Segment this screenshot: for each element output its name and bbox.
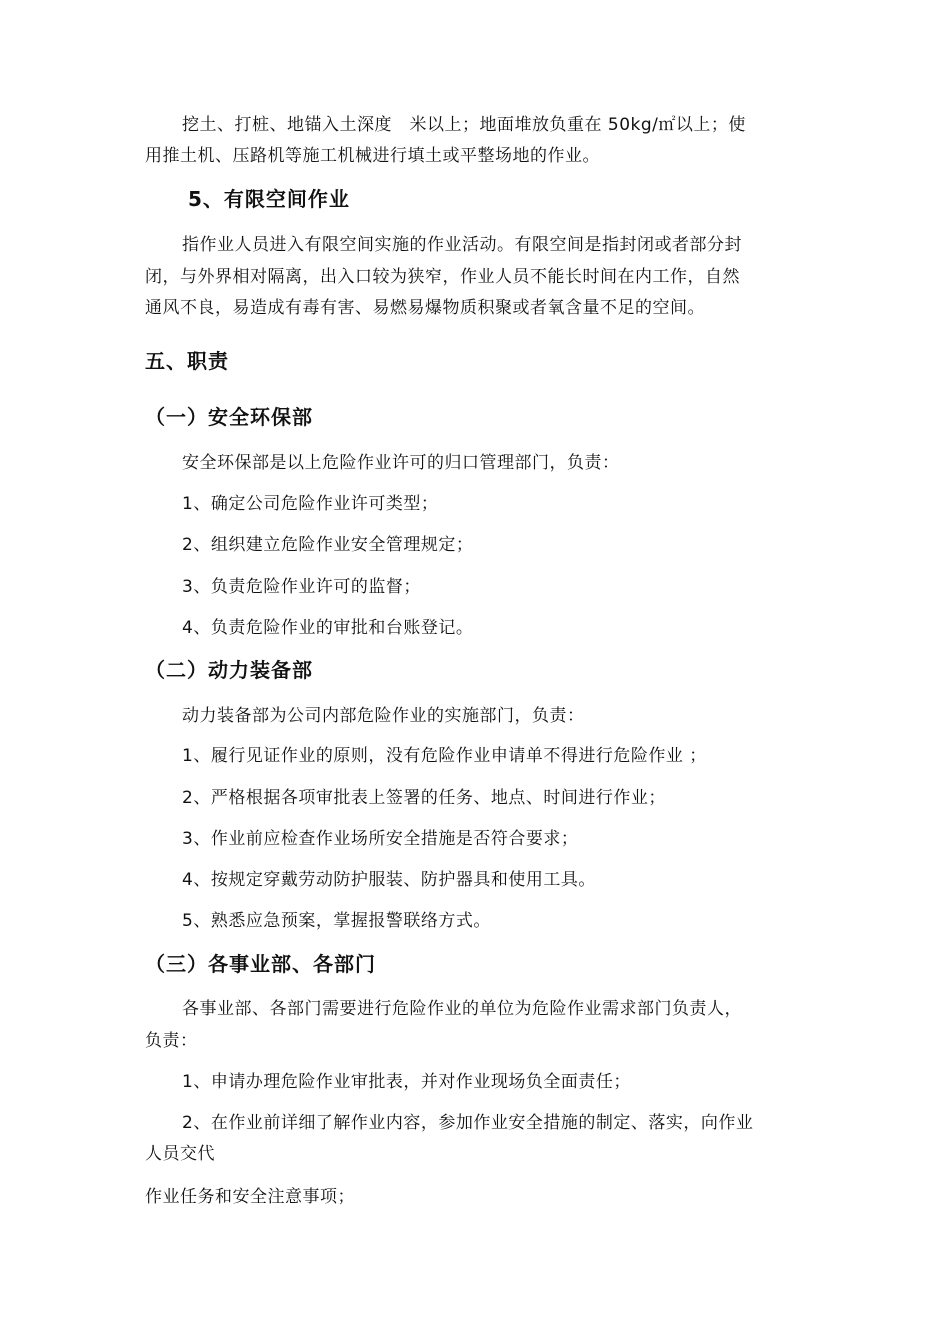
chapter-heading-five: 五、职责 <box>145 349 229 373</box>
list-item: 2、严格根据各项审批表上签署的任务、地点、时间进行作业； <box>182 788 666 808</box>
list-item: 1、确定公司危险作业许可类型； <box>182 494 439 514</box>
subsection-heading-c: （三）各事业部、各部门 <box>145 952 376 976</box>
section-heading-5: 5、有限空间作业 <box>188 187 350 211</box>
paragraph-line: 闭，与外界相对隔离，出入口较为狭窄，作业人员不能长时间在内工作，自然 <box>145 267 740 287</box>
list-item: 3、负责危险作业许可的监督； <box>182 577 421 597</box>
list-item: 2、组织建立危险作业安全管理规定； <box>182 535 474 555</box>
paragraph-line: 负责： <box>145 1031 198 1051</box>
list-item: 1、申请办理危险作业审批表，并对作业现场负全面责任； <box>182 1072 631 1092</box>
list-item: 4、负责危险作业的审批和台账登记。 <box>182 618 474 638</box>
paragraph-line: 动力装备部为公司内部危险作业的实施部门，负责： <box>182 706 585 726</box>
paragraph-line: 指作业人员进入有限空间实施的作业活动。有限空间是指封闭或者部分封 <box>182 235 742 255</box>
list-item: 1、履行见证作业的原则，没有危险作业申请单不得进行危险作业 ； <box>182 746 707 766</box>
list-item: 4、按规定穿戴劳动防护服装、防护器具和使用工具。 <box>182 870 596 890</box>
list-item-continuation: 人员交代 <box>145 1144 215 1164</box>
paragraph-line: 各事业部、各部门需要进行危险作业的单位为危险作业需求部门负责人， <box>182 999 742 1019</box>
list-item: 2、在作业前详细了解作业内容，参加作业安全措施的制定、落实，向作业 <box>182 1113 754 1133</box>
paragraph-line: 用推土机、压路机等施工机械进行填土或平整场地的作业。 <box>145 146 600 166</box>
subsection-heading-a: （一）安全环保部 <box>145 405 313 429</box>
list-item: 5、熟悉应急预案，掌握报警联络方式。 <box>182 911 491 931</box>
paragraph-line: 安全环保部是以上危险作业许可的归口管理部门，负责： <box>182 453 620 473</box>
list-item-continuation: 作业任务和安全注意事项； <box>145 1187 355 1207</box>
paragraph-line: 通风不良，易造成有毒有害、易燃易爆物质积聚或者氧含量不足的空间。 <box>145 298 705 318</box>
list-item: 3、作业前应检查作业场所安全措施是否符合要求； <box>182 829 579 849</box>
paragraph-line: 挖土、打桩、地锚入土深度 米以上；地面堆放负重在 50kg/㎡以上；使 <box>182 115 746 135</box>
subsection-heading-b: （二）动力装备部 <box>145 658 313 682</box>
